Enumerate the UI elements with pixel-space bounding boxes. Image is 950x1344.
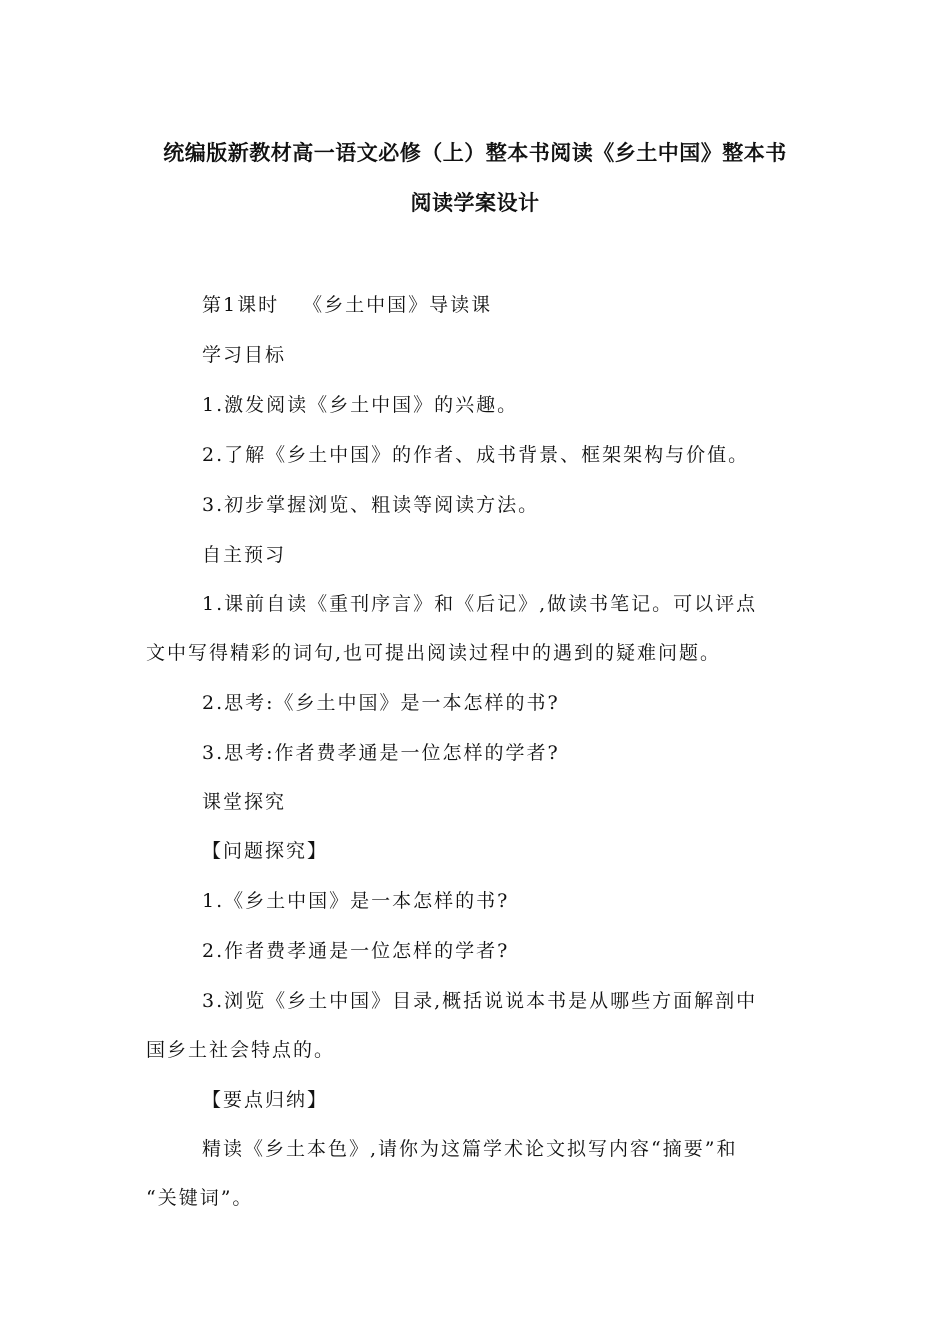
class-heading: 课堂探究 [202, 791, 287, 813]
summary-heading: 【要点归纳】 [202, 1089, 329, 1111]
document-title-line-2: 阅读学案设计 [410, 191, 540, 215]
document-title-line-1: 统编版新教材高一语文必修（上）整本书阅读《乡土中国》整本书 [163, 141, 787, 165]
preview-item-1-line-1: 1.课前自读《重刊序言》和《后记》,做读书笔记。可以评点 [202, 593, 758, 615]
objective-item: 1.激发阅读《乡土中国》的兴趣。 [202, 394, 519, 416]
question-item-2: 2.作者费孝通是一位怎样的学者? [202, 940, 510, 962]
summary-line-2: “关键词”。 [146, 1187, 254, 1209]
question-item-3-line-1: 3.浏览《乡土中国》目录,概括说说本书是从哪些方面解剖中 [202, 990, 758, 1012]
preview-heading: 自主预习 [202, 544, 287, 566]
lesson-heading [202, 290, 492, 317]
preview-item-3: 3.思考:作者费孝通是一位怎样的学者? [202, 742, 560, 764]
question-heading: 【问题探究】 [202, 840, 329, 862]
objective-item: 3.初步掌握浏览、粗读等阅读方法。 [202, 494, 540, 516]
question-item-3-line-2: 国乡土社会特点的。 [146, 1039, 336, 1061]
preview-item-2: 2.思考:《乡土中国》是一本怎样的书? [202, 692, 560, 714]
lesson-title: 《乡土中国》导读课 [303, 294, 493, 316]
objectives-heading: 学习目标 [202, 344, 287, 366]
lesson-number: 第1课时 [202, 294, 280, 316]
question-item-1: 1.《乡土中国》是一本怎样的书? [202, 890, 510, 912]
summary-line-1: 精读《乡土本色》,请你为这篇学术论文拟写内容“摘要”和 [202, 1138, 738, 1160]
objective-item: 2.了解《乡土中国》的作者、成书背景、框架架构与价值。 [202, 444, 750, 466]
preview-item-1-line-2: 文中写得精彩的词句,也可提出阅读过程中的遇到的疑难问题。 [146, 642, 722, 664]
